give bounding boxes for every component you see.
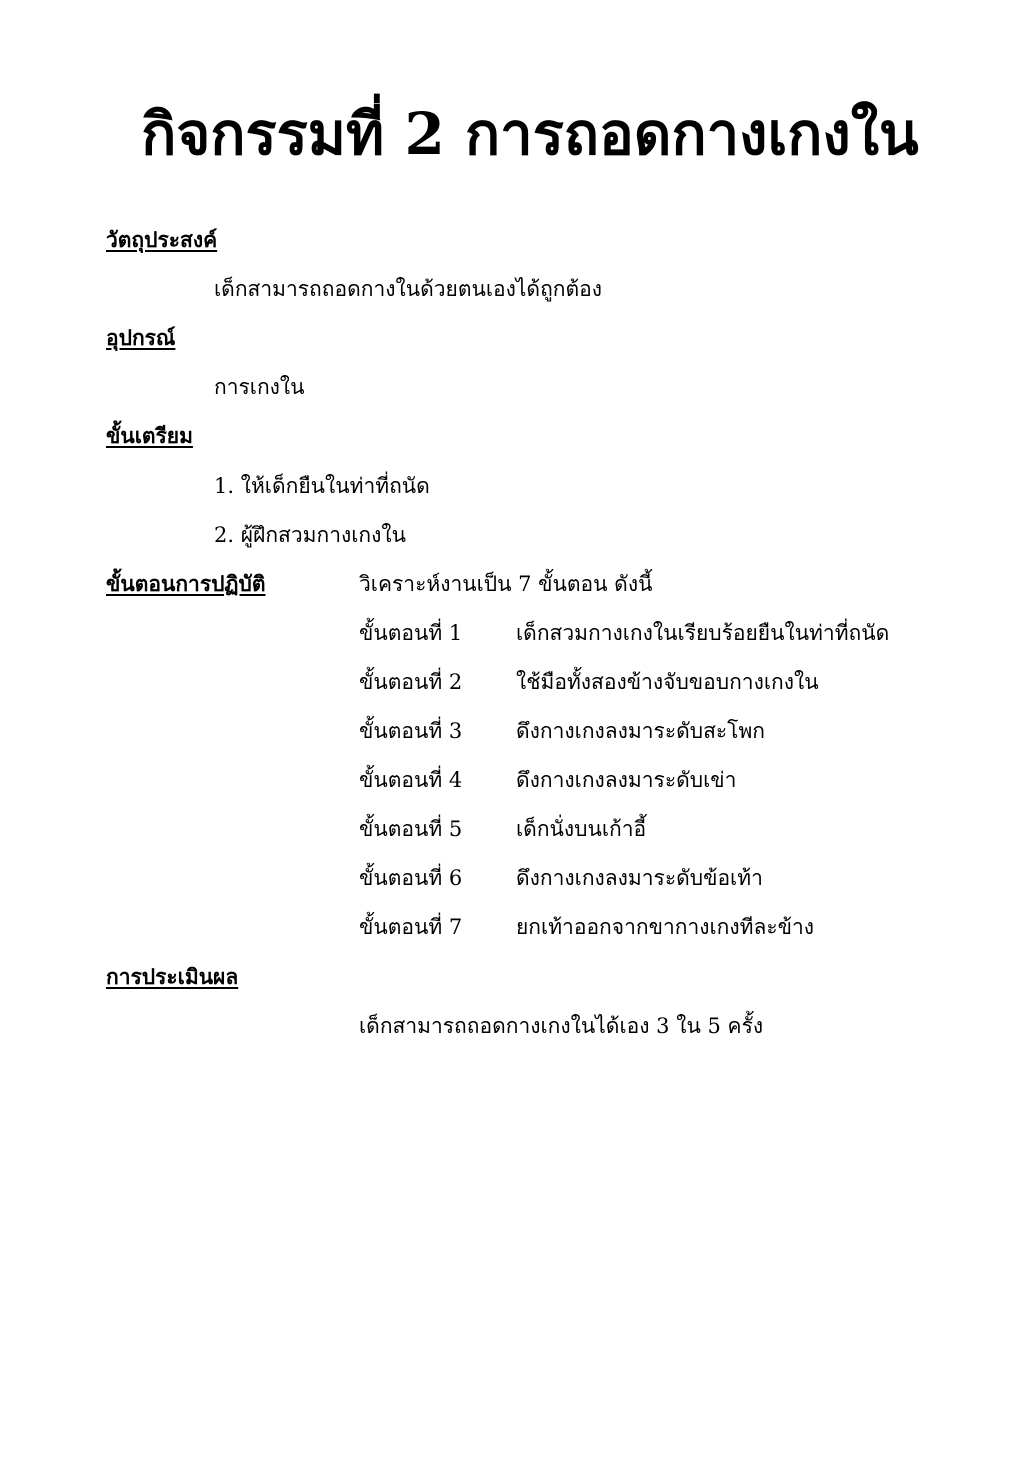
preparation-item-1: 1. ให้เด็กยืนในท่าที่ถนัด — [214, 474, 430, 498]
step-description: ดึงกางเกงลงมาระดับสะโพก — [516, 719, 766, 743]
step-label: ขั้นตอนที่ 2 — [359, 670, 463, 694]
step-description: เด็กนั่งบนเก้าอี้ — [516, 817, 647, 841]
step-label: ขั้นตอนที่ 5 — [359, 817, 463, 841]
preparation-heading: ขั้นเตรียม — [106, 423, 193, 448]
step-label: ขั้นตอนที่ 6 — [359, 866, 463, 890]
step-label: ขั้นตอนที่ 4 — [359, 768, 463, 792]
evaluation-text: เด็กสามารถถอดกางเกงในได้เอง 3 ใน 5 ครั้ง — [359, 1014, 764, 1038]
step-label: ขั้นตอนที่ 1 — [359, 621, 463, 645]
equipment-text: การเกงใน — [214, 375, 305, 399]
page-title: กิจกรรมที่ 2 การถอดกางเกงใน — [141, 100, 919, 168]
step-description: ดึงกางเกงลงมาระดับเข่า — [516, 768, 737, 792]
objective-heading: วัตถุประสงค์ — [106, 227, 218, 252]
equipment-heading: อุปกรณ์ — [106, 325, 176, 350]
step-description: ยกเท้าออกจากขากางเกงทีละข้าง — [516, 915, 815, 939]
preparation-item-2: 2. ผู้ฝึกสวมกางเกงใน — [214, 523, 407, 547]
step-description: ใช้มือทั้งสองข้างจับขอบกางเกงใน — [516, 670, 819, 694]
step-description: เด็กสวมกางเกงในเรียบร้อยยืนในท่าที่ถนัด — [516, 621, 890, 645]
step-label: ขั้นตอนที่ 7 — [359, 915, 463, 939]
objective-text: เด็กสามารถถอดกางในด้วยตนเองได้ถูกต้อง — [214, 277, 603, 301]
evaluation-heading: การประเมินผล — [106, 964, 239, 989]
procedure-intro: วิเคราะห์งานเป็น 7 ขั้นตอน ดังนี้ — [359, 572, 653, 596]
procedure-heading: ขั้นตอนการปฏิบัติ — [106, 571, 266, 596]
step-description: ดึงกางเกงลงมาระดับข้อเท้า — [516, 866, 763, 890]
step-label: ขั้นตอนที่ 3 — [359, 719, 463, 743]
